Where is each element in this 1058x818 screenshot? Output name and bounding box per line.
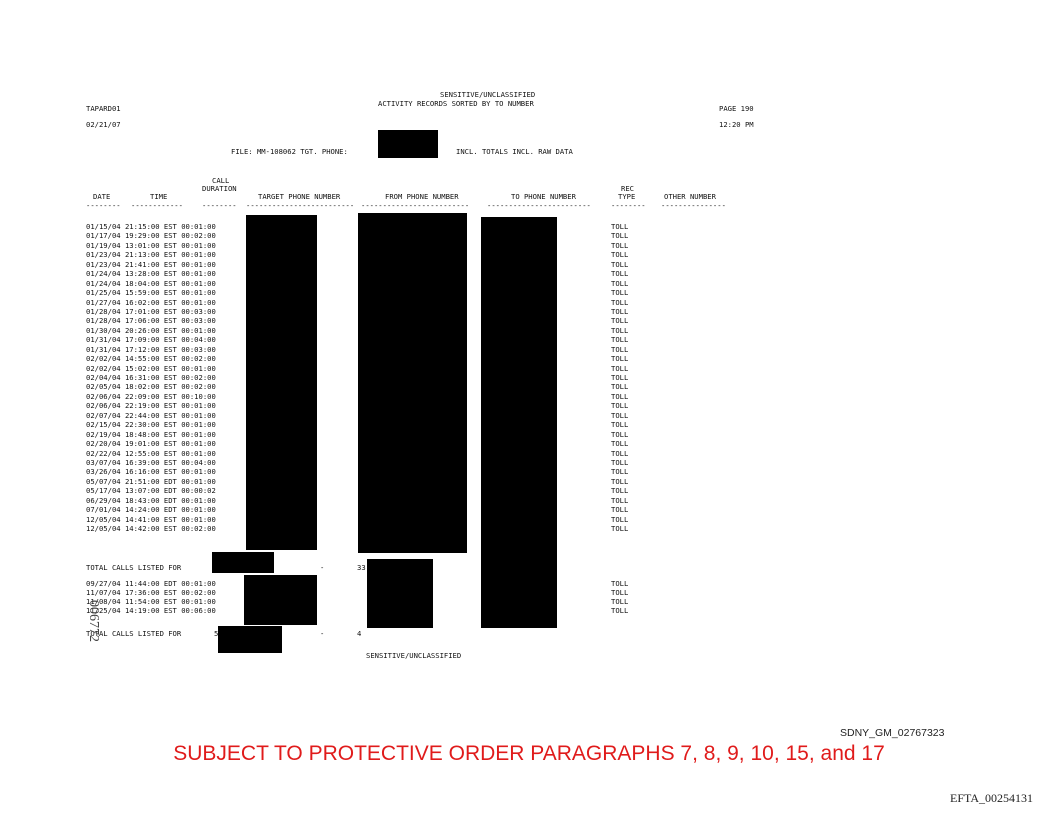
record-line: 01/15/04 21:15:00 EST 00:01:00: [86, 222, 216, 231]
record-line: 02/06/04 22:09:00 EST 00:10:00: [86, 391, 216, 401]
record-type: TOLL: [611, 222, 629, 231]
record-line: 02/06/04 22:19:00 EST 00:01:00: [86, 401, 216, 411]
record-line: 02/02/04 14:55:00 EST 00:02:00: [86, 354, 216, 364]
record-line: 01/23/04 21:41:00 EST 00:01:00: [86, 259, 216, 269]
record-type: TOLL: [611, 325, 629, 335]
report-subtitle: ACTIVITY RECORDS SORTED BY TO NUMBER: [378, 99, 534, 108]
dash-target: -------------------------: [246, 201, 355, 210]
record-line: 02/19/04 18:48:00 EST 00:01:00: [86, 429, 216, 439]
record-line: 02/22/04 12:55:00 EST 00:01:00: [86, 448, 216, 458]
file-line-suffix: INCL. TOTALS INCL. RAW DATA: [456, 147, 573, 156]
record-type: TOLL: [611, 240, 629, 250]
record-type: TOLL: [611, 269, 629, 279]
dash-rec: --------: [611, 201, 646, 210]
record-type: TOLL: [611, 401, 629, 411]
record-type: TOLL: [611, 354, 629, 364]
record-line: 11/08/04 11:54:00 EST 00:01:00: [86, 597, 216, 606]
record-line: 02/05/04 18:02:00 EST 00:02:00: [86, 382, 216, 392]
dash-time: ------------: [131, 201, 183, 210]
efta-number: EFTA_00254131: [950, 791, 1034, 805]
record-line: 01/27/04 16:02:00 EST 00:01:00: [86, 297, 216, 307]
file-line-prefix: FILE: MM-108062 TGT. PHONE:: [231, 147, 348, 156]
record-line: 03/07/04 16:39:00 EST 00:04:00: [86, 458, 216, 467]
record-line: 01/17/04 19:29:00 EST 00:02:00: [86, 231, 216, 241]
redaction-from-col-1: [358, 213, 467, 553]
report-time: 12:20 PM: [719, 120, 754, 129]
side-stamp: 006772: [86, 600, 101, 642]
total-dash-2: -: [320, 629, 325, 638]
total-calls-label-2: TOTAL CALLS LISTED FOR: [86, 629, 182, 638]
record-type: TOLL: [611, 467, 629, 477]
record-line: 01/28/04 17:01:00 EST 00:03:00: [86, 306, 216, 316]
record-type: TOLL: [611, 524, 629, 534]
record-line: 01/19/04 13:01:00 EST 00:01:00: [86, 240, 216, 250]
dash-from: -------------------------: [361, 201, 470, 210]
redaction-target-col-1: [246, 215, 317, 550]
record-type: TOLL: [611, 606, 629, 615]
col-duration: DURATION: [202, 184, 237, 193]
record-type: TOLL: [611, 579, 629, 588]
dash-date: --------: [86, 201, 121, 210]
record-line: 02/04/04 16:31:00 EST 00:02:00: [86, 373, 216, 383]
col-other: OTHER NUMBER: [664, 192, 716, 201]
record-type: TOLL: [611, 335, 629, 345]
record-line: 12/05/04 14:41:00 EST 00:01:00: [86, 514, 216, 524]
protective-order-notice: SUBJECT TO PROTECTIVE ORDER PARAGRAPHS 7, 8, 9, 10, 15, and 17: [173, 742, 885, 765]
record-type: TOLL: [611, 588, 629, 597]
record-line: 11/25/04 14:19:00 EST 00:06:00: [86, 606, 216, 615]
dash-duration: --------: [202, 201, 237, 210]
record-line: 01/24/04 18:04:00 EST 00:01:00: [86, 278, 216, 288]
record-type: TOLL: [611, 458, 629, 467]
dash-to: ------------------------: [487, 201, 591, 210]
record-line: 05/07/04 21:51:00 EDT 00:01:00: [86, 476, 216, 486]
total-count-2: 4: [357, 629, 362, 638]
record-type: TOLL: [611, 410, 629, 420]
record-type: TOLL: [611, 250, 629, 260]
redaction-total-number-2: [218, 626, 282, 653]
bates-number: SDNY_GM_02767323: [840, 727, 945, 739]
record-line: 12/05/04 14:42:00 EST 00:02:00: [86, 524, 216, 534]
record-type: TOLL: [611, 259, 629, 269]
record-line: 01/31/04 17:12:00 EST 00:03:00: [86, 344, 216, 354]
total-partial-digit-2: 5: [214, 629, 219, 638]
record-type: TOLL: [611, 439, 629, 449]
record-type: TOLL: [611, 231, 629, 241]
record-line: 05/17/04 13:07:00 EDT 00:00:02: [86, 486, 216, 496]
redaction-total-number-1: [212, 552, 274, 573]
redaction-target-phone: [378, 130, 438, 158]
record-type: TOLL: [611, 306, 629, 316]
record-line: 06/29/04 18:43:00 EDT 00:01:00: [86, 495, 216, 505]
record-type: TOLL: [611, 429, 629, 439]
col-rec: REC: [621, 184, 634, 193]
record-type: TOLL: [611, 420, 629, 430]
col-time: TIME: [150, 192, 168, 201]
record-line: 03/26/04 16:16:00 EST 00:01:00: [86, 467, 216, 477]
record-type: TOLL: [611, 448, 629, 458]
classification-header: SENSITIVE/UNCLASSIFIED: [440, 90, 536, 99]
total-count-1: 33: [357, 563, 366, 572]
record-type: TOLL: [611, 288, 629, 298]
record-line: 01/31/04 17:09:00 EST 00:04:00: [86, 335, 216, 345]
col-target: TARGET PHONE NUMBER: [258, 192, 341, 201]
record-type: TOLL: [611, 391, 629, 401]
record-line: 11/07/04 17:36:00 EST 00:02:00: [86, 588, 216, 597]
col-date: DATE: [93, 192, 111, 201]
report-date: 02/21/07: [86, 120, 121, 129]
page-number: PAGE 190: [719, 104, 754, 113]
redaction-to-col: [481, 217, 557, 628]
record-line: 01/23/04 21:13:00 EST 00:01:00: [86, 250, 216, 260]
classification-footer: SENSITIVE/UNCLASSIFIED: [366, 651, 462, 660]
record-type: TOLL: [611, 297, 629, 307]
record-type: TOLL: [611, 316, 629, 326]
record-type: TOLL: [611, 495, 629, 505]
record-type: TOLL: [611, 505, 629, 515]
record-type: TOLL: [611, 514, 629, 524]
record-type: TOLL: [611, 363, 629, 373]
col-from: FROM PHONE NUMBER: [385, 192, 459, 201]
total-dash-1: -: [320, 563, 325, 572]
record-line: 09/27/04 11:44:00 EDT 00:01:00: [86, 579, 216, 588]
record-line: 01/25/04 15:59:00 EST 00:01:00: [86, 288, 216, 298]
dash-other: ---------------: [661, 201, 726, 210]
record-line: 02/02/04 15:02:00 EST 00:01:00: [86, 363, 216, 373]
record-type: TOLL: [611, 597, 629, 606]
record-line: 07/01/04 14:24:00 EDT 00:01:00: [86, 505, 216, 515]
record-type: TOLL: [611, 278, 629, 288]
col-type: TYPE: [618, 192, 636, 201]
record-type: TOLL: [611, 476, 629, 486]
total-calls-label-1: TOTAL CALLS LISTED FOR: [86, 563, 182, 572]
record-type: TOLL: [611, 373, 629, 383]
record-type: TOLL: [611, 382, 629, 392]
record-type: TOLL: [611, 344, 629, 354]
record-line: 02/15/04 22:30:00 EST 00:01:00: [86, 420, 216, 430]
redaction-from-col-2: [367, 559, 433, 628]
record-line: 02/07/04 22:44:00 EST 00:01:00: [86, 410, 216, 420]
report-id: TAPARD01: [86, 104, 121, 113]
record-line: 01/28/04 17:06:00 EST 00:03:00: [86, 316, 216, 326]
record-type: TOLL: [611, 486, 629, 496]
record-line: 01/24/04 13:28:00 EST 00:01:00: [86, 269, 216, 279]
col-call: CALL: [212, 176, 230, 185]
record-line: 02/20/04 19:01:00 EST 00:01:00: [86, 439, 216, 449]
col-to: TO PHONE NUMBER: [511, 192, 576, 201]
redaction-target-col-2: [244, 575, 317, 625]
record-line: 01/30/04 20:26:00 EST 00:01:00: [86, 325, 216, 335]
